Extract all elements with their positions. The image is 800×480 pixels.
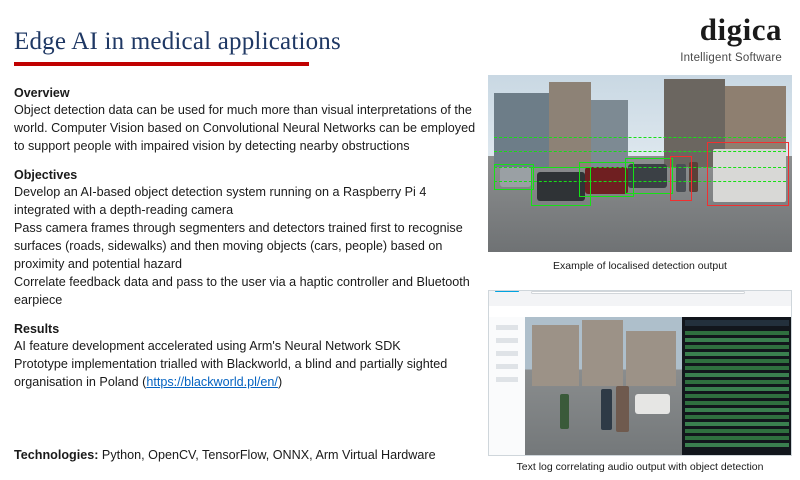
detection-guide-line xyxy=(494,137,786,138)
building xyxy=(591,100,627,167)
log-line xyxy=(685,366,789,370)
building xyxy=(626,331,676,386)
pedestrian xyxy=(560,394,569,428)
figure-caption-top: Example of localised detection output xyxy=(553,260,727,272)
section-results xyxy=(14,322,480,391)
result-line-tail: ) xyxy=(277,375,283,389)
sidebar-item xyxy=(496,325,518,330)
building xyxy=(494,93,549,167)
log-line xyxy=(685,387,789,391)
section-objectives xyxy=(14,168,480,309)
section-body-objectives xyxy=(14,183,480,309)
detection-box-hazard xyxy=(670,156,691,200)
detection-box-hazard xyxy=(707,142,789,206)
log-line xyxy=(685,345,789,349)
sidebar-item xyxy=(496,351,518,356)
technologies-line xyxy=(14,448,484,462)
technologies-label: Technologies: xyxy=(14,448,99,462)
log-line xyxy=(685,408,789,412)
car xyxy=(635,394,670,413)
section-heading-results: Results xyxy=(14,322,60,336)
section-body-results xyxy=(14,337,480,391)
detection-box xyxy=(494,164,534,191)
app-sidebar xyxy=(489,317,526,455)
log-line xyxy=(685,352,789,356)
video-preview-pane xyxy=(525,317,682,455)
log-line xyxy=(685,331,789,335)
sidebar-item xyxy=(496,338,518,343)
objective-line: Pass camera frames through segmenters and detectors trained first to recognise surfaces (roads, sidewalks) and then moving objects (cars, people) based on proximity and potential hazard xyxy=(14,221,463,271)
result-line: AI feature development accelerated using Arm's Neural Network SDK xyxy=(14,339,401,353)
log-header xyxy=(685,320,789,326)
building xyxy=(582,320,623,386)
pedestrian xyxy=(616,386,629,431)
figure-caption-bottom: Text log correlating audio output with object detection xyxy=(516,461,764,473)
log-line xyxy=(685,415,789,419)
spacer xyxy=(14,309,480,322)
objective-line: Correlate feedback data and pass to the user via a haptic controller and Bluetooth earpiece xyxy=(14,275,470,307)
logo-wordmark: digica xyxy=(699,12,782,47)
building xyxy=(549,82,592,167)
log-line xyxy=(685,380,789,384)
address-bar xyxy=(531,291,744,294)
browser-toolbar xyxy=(489,291,791,307)
figure-detection-output xyxy=(488,75,792,252)
pedestrian xyxy=(601,389,612,430)
log-line xyxy=(685,401,789,405)
brand-logo xyxy=(680,14,782,64)
log-line xyxy=(685,373,789,377)
overview-paragraph: Object detection data can be used for much more than visual interpretations of the world. Computer Vision based on Convolutional Neural Networks can be employed to support people with impaired vision by detecting nearby obstructions xyxy=(14,103,476,153)
text-log-pane xyxy=(682,317,791,455)
blackworld-link[interactable]: https://blackworld.pl/en/ xyxy=(146,375,278,389)
section-overview xyxy=(14,86,480,155)
log-line xyxy=(685,443,789,447)
sidebar-item xyxy=(496,377,518,382)
result-line-with-link xyxy=(14,355,480,391)
sidebar-item xyxy=(496,364,518,369)
result-line-text: Prototype implementation trialled with Blackworld, a blind and partially sighted organisation in Poland ( xyxy=(14,357,448,389)
page-title: Edge AI in medical applications xyxy=(14,28,341,55)
content-column xyxy=(14,86,480,391)
section-body-overview xyxy=(14,101,480,155)
building xyxy=(532,325,579,386)
log-line xyxy=(685,429,789,433)
log-line xyxy=(685,436,789,440)
log-line xyxy=(685,422,789,426)
figure-app-screenshot xyxy=(488,290,792,456)
technologies-value: Python, OpenCV, TensorFlow, ONNX, Arm Virtual Hardware xyxy=(98,448,436,462)
spacer xyxy=(14,155,480,168)
arm-logo-icon xyxy=(495,291,519,292)
title-underline-rule xyxy=(14,62,309,66)
log-line xyxy=(685,359,789,363)
log-line xyxy=(685,338,789,342)
section-heading-overview: Overview xyxy=(14,86,70,100)
section-heading-objectives: Objectives xyxy=(14,168,78,182)
detection-box xyxy=(625,158,674,193)
log-line xyxy=(685,394,789,398)
objective-line: Develop an AI-based object detection system running on a Raspberry Pi 4 integrated with a depth-reading camera xyxy=(14,185,427,217)
logo-tagline: Intelligent Software xyxy=(680,51,782,64)
